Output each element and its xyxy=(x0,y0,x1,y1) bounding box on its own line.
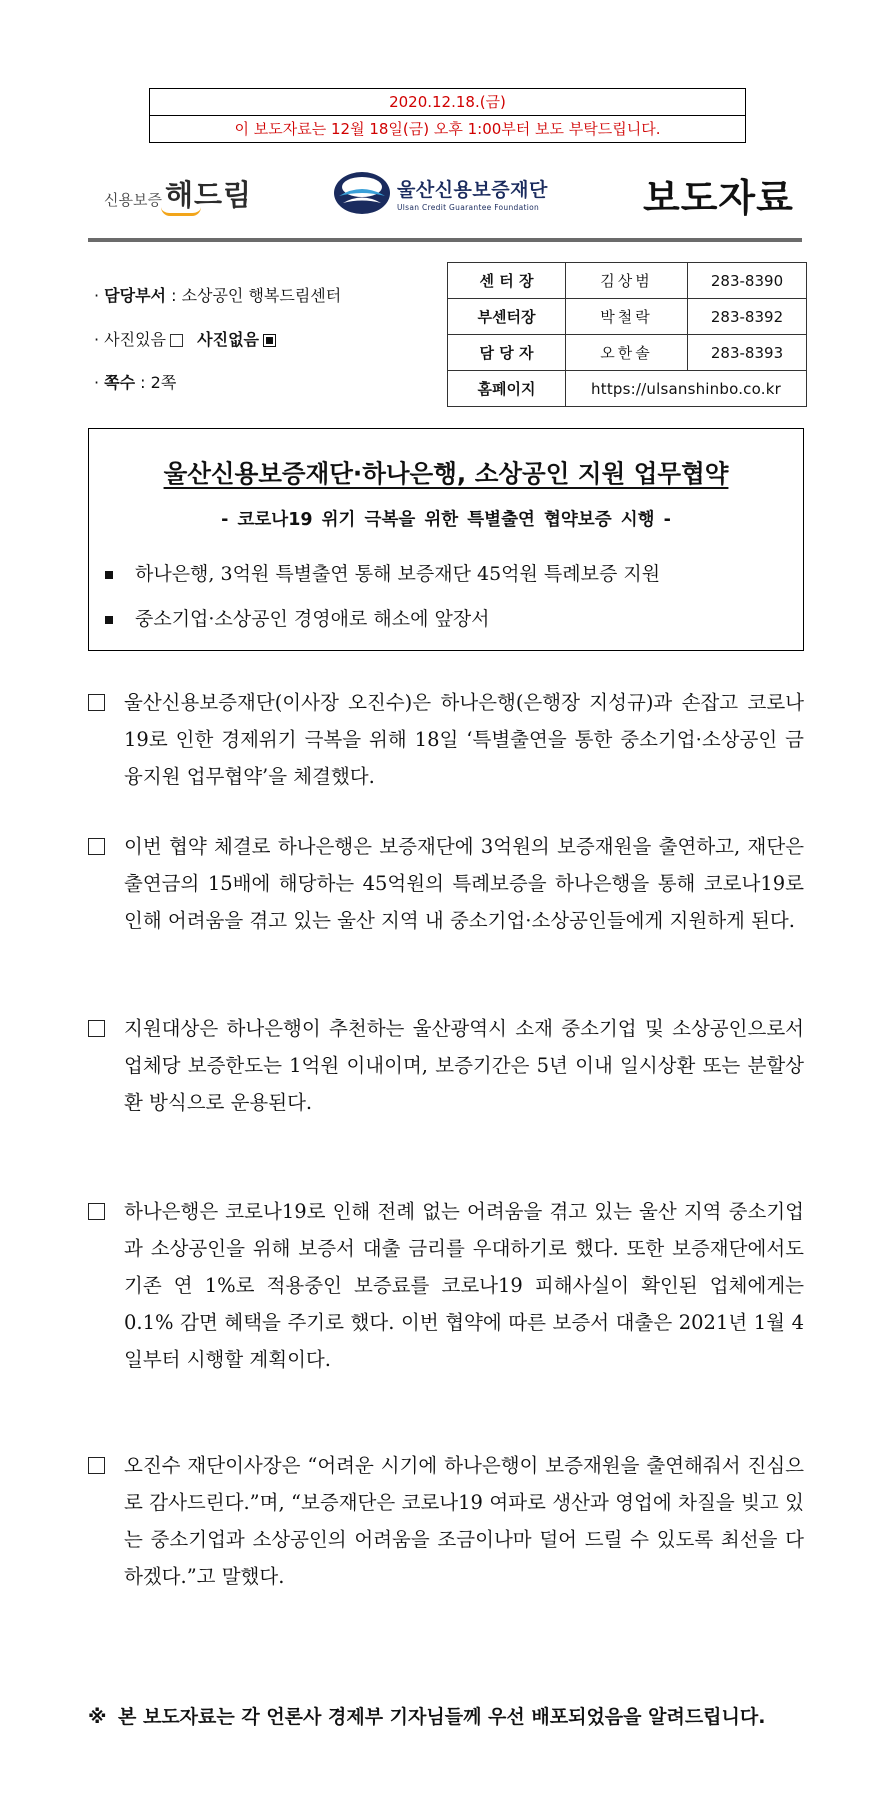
body-paragraph xyxy=(88,1010,804,1121)
contact-name: 박철락 xyxy=(566,299,688,335)
checkbox-bullet-icon xyxy=(88,694,105,711)
headline-bullet-text: 하나은행, 3억원 특별출연 통해 보증재단 45억원 특례보증 지원 xyxy=(135,563,661,585)
pages-value: 2쪽 xyxy=(150,373,177,392)
checkbox-bullet-icon xyxy=(88,1457,105,1474)
contact-phone: 283-8392 xyxy=(688,299,807,335)
embargo-box xyxy=(149,88,746,143)
photo-yes-label: 사진있음 xyxy=(104,330,166,349)
logo-center-english: Ulsan Credit Guarantee Foundation xyxy=(397,202,540,212)
headline-subtitle: - 코로나19 위기 극복을 위한 특별출연 협약보증 시행 - xyxy=(221,510,671,530)
body-paragraph xyxy=(88,1447,804,1595)
homepage-url[interactable]: https://ulsanshinbo.co.kr xyxy=(566,371,807,407)
info-photo: · 사진있음 사진없음 xyxy=(94,327,280,350)
ulsan-foundation-logo xyxy=(333,170,548,216)
homepage-row xyxy=(448,371,807,407)
embargo-notice: 이 보도자료는 12월 18일(금) 오후 1:00부터 보도 부탁드립니다. xyxy=(150,115,745,142)
contact-name: 김상범 xyxy=(566,263,688,299)
headline-bullet xyxy=(103,604,490,631)
contact-table xyxy=(447,262,807,407)
logo-left-big-wrap xyxy=(165,173,252,214)
contact-role: 담 당 자 xyxy=(448,335,566,371)
contact-row xyxy=(448,263,807,299)
release-date: 2020.12.18.(금) xyxy=(389,93,506,111)
square-bullet-icon xyxy=(105,616,113,624)
contact-role: 센 터 장 xyxy=(448,263,566,299)
haedream-logo xyxy=(104,174,252,214)
body-paragraph xyxy=(88,828,804,939)
distribution-note xyxy=(88,1700,804,1734)
pages-label: 쪽수 xyxy=(104,373,136,392)
contact-row xyxy=(448,299,807,335)
logo-left-small-text: 신용보증 xyxy=(104,191,162,209)
checkbox-bullet-icon xyxy=(88,838,105,855)
logo-center-korean: 울산신용보증재단 xyxy=(397,178,548,201)
press-release-title: 보도자료 xyxy=(643,176,794,220)
dept-value: 소상공인 행복드림센터 xyxy=(181,286,342,305)
photo-yes-checkbox-icon xyxy=(170,334,183,347)
info-pages: · 쪽수 : 2쪽 xyxy=(94,373,177,392)
paragraph-text: 이번 협약 체결로 하나은행은 보증재단에 3억원의 보증재원을 출연하고, 재단은 출연금의 15배에 해당하는 45억원의 특례보증을 하나은행을 통해 코로나19로 인해 어려움을 겪고 있는 울산 지역 내 중소기업·소상공인들에게 지원하게 된다. xyxy=(124,835,804,932)
paragraph-text: 오진수 재단이사장은 “어려운 시기에 하나은행이 보증재원을 출연해줘서 진심으로 감사드린다.”며, “보증재단은 코로나19 여파로 생산과 영업에 차질을 빚고 있는 중소기업과 소상공인의 어려움을 조금이나마 덜어 드릴 수 있도록 최선을 다하겠다.”고 말했다. xyxy=(124,1454,804,1588)
foundation-emblem-icon xyxy=(333,170,391,216)
homepage-label: 홈페이지 xyxy=(448,371,566,407)
contact-phone: 283-8393 xyxy=(688,335,807,371)
logo-left-big-text: 해드림 xyxy=(164,178,253,212)
contact-role: 부센터장 xyxy=(448,299,566,335)
note-text: 본 보도자료는 각 언론사 경제부 기자님들께 우선 배포되었음을 알려드립니다. xyxy=(118,1706,766,1728)
contact-name: 오한솔 xyxy=(566,335,688,371)
contact-row xyxy=(448,335,807,371)
photo-no-checkbox-icon xyxy=(263,334,276,347)
headline-bullet xyxy=(103,559,660,586)
body-paragraph xyxy=(88,1193,804,1378)
headline-title: 울산신용보증재단·하나은행, 소상공인 지원 업무협약 xyxy=(163,459,729,488)
checkbox-bullet-icon xyxy=(88,1020,105,1037)
headline-box xyxy=(88,428,804,651)
reference-mark-icon: ※ xyxy=(88,1706,107,1728)
photo-no-label: 사진없음 xyxy=(197,330,259,349)
contact-phone: 283-8390 xyxy=(688,263,807,299)
info-dept: · 담당부서 : 소상공인 행복드림센터 xyxy=(94,286,342,305)
paragraph-text: 지원대상은 하나은행이 추천하는 울산광역시 소재 중소기업 및 소상공인으로서 업체당 보증한도는 1억원 이내이며, 보증기간은 5년 이내 일시상환 또는 분할상환 방식으로 운용된다. xyxy=(124,1017,804,1114)
headline-bullet-text: 중소기업·소상공인 경영애로 해소에 앞장서 xyxy=(135,608,490,630)
logo-swoosh-icon xyxy=(161,207,201,216)
checkbox-bullet-icon xyxy=(88,1203,105,1220)
dept-label: 담당부서 xyxy=(104,286,166,305)
logo-center-texts xyxy=(397,175,548,212)
paragraph-text: 하나은행은 코로나19로 인해 전례 없는 어려움을 겪고 있는 울산 지역 중소기업과 소상공인을 위해 보증서 대출 금리를 우대하기로 했다. 또한 보증재단에서도 기존 연 1%로 적용중인 보증료를 코로나19 피해사실이 확인된 업체에게는 0.1% 감면 혜택을 주기로 했다. 이번 협약에 따른 보증서 대출은 2021년 1월 4일부터 시행할 계획이다. xyxy=(124,1200,804,1371)
paragraph-text: 울산신용보증재단(이사장 오진수)은 하나은행(은행장 지성규)과 손잡고 코로나19로 인한 경제위기 극복을 위해 18일 ‘특별출연을 통한 중소기업·소상공인 금융지원 업무협약’을 체결했다. xyxy=(124,691,804,788)
square-bullet-icon xyxy=(105,571,113,579)
header-divider xyxy=(88,238,802,242)
body-paragraph xyxy=(88,684,804,795)
